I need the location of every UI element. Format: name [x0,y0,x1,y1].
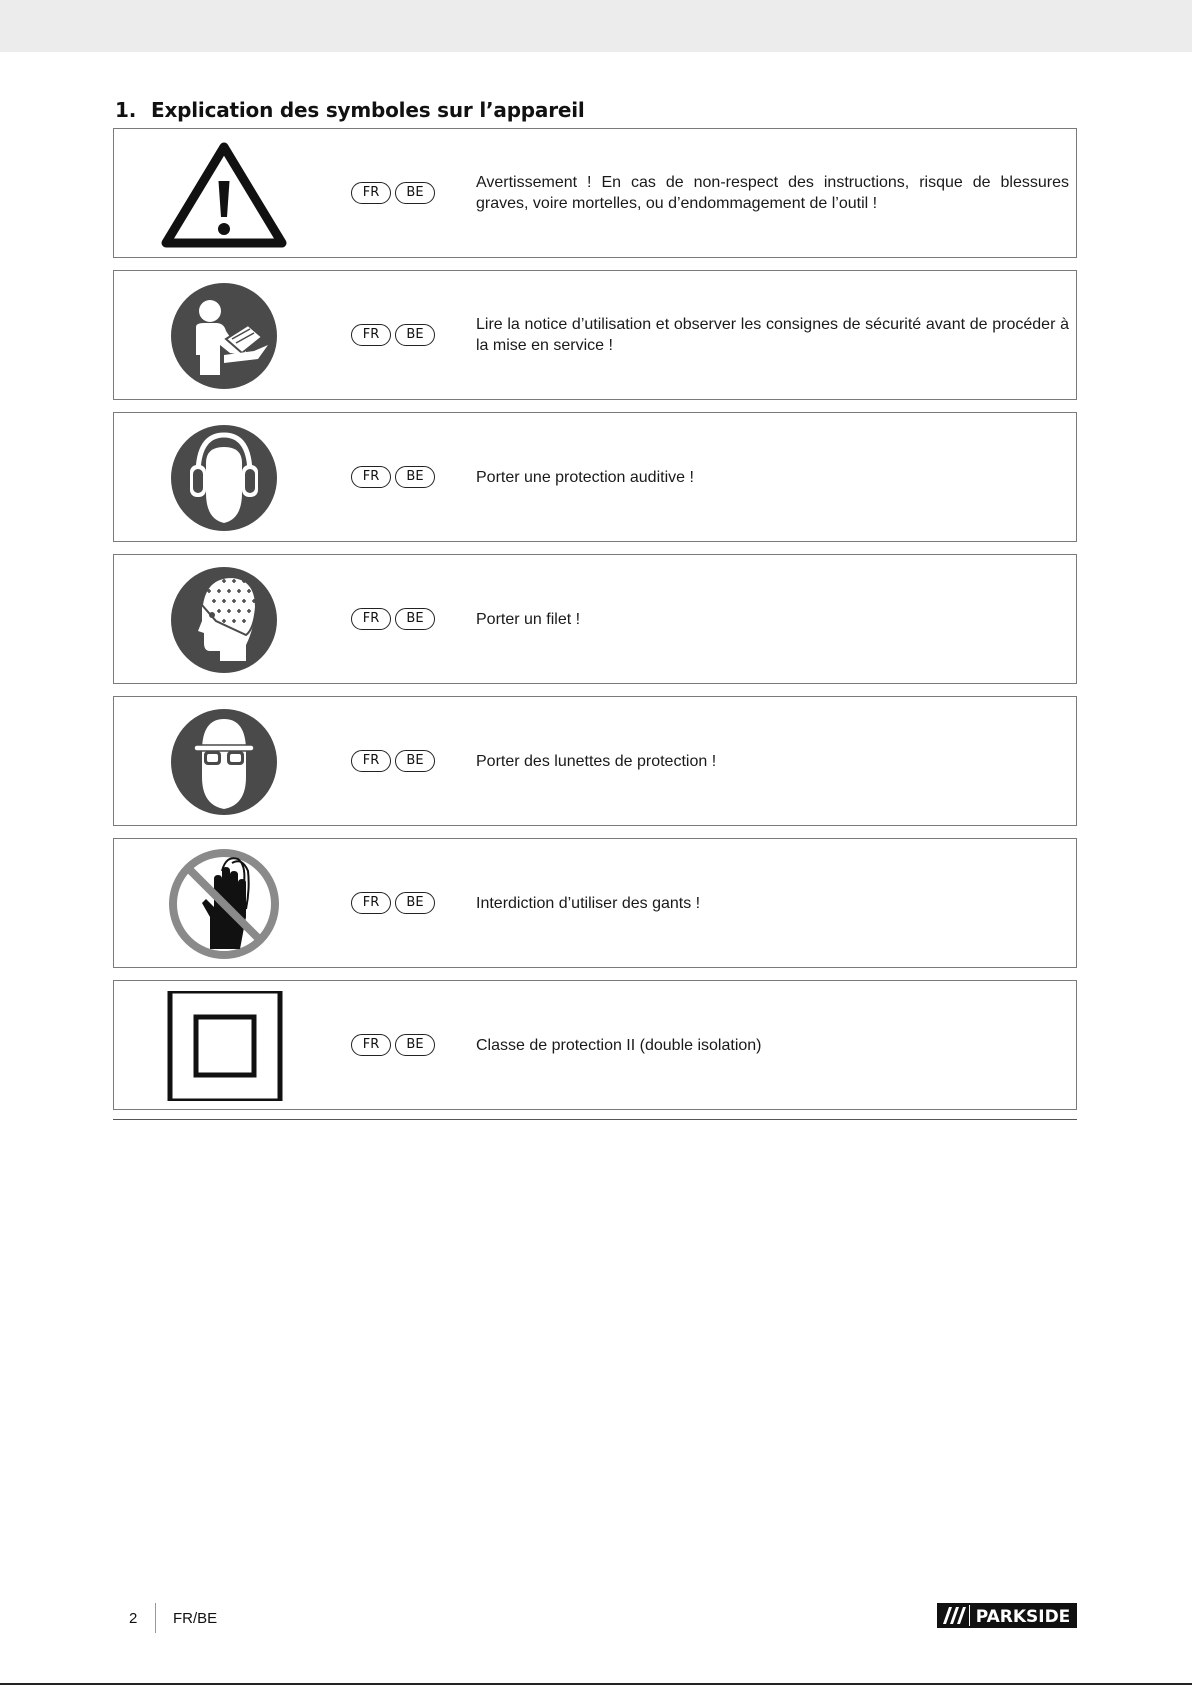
symbol-description-text: Porter une protection auditive ! [476,468,694,486]
symbol-description [476,981,1069,1109]
protection-class-ii-icon [154,991,294,1101]
symbol-row-safety-goggles [113,696,1077,826]
symbol-description [476,839,1069,967]
lang-badge-fr: FR [351,324,391,346]
lang-badge-be: BE [395,892,435,914]
symbol-description [476,129,1069,257]
lang-badge-be: BE [395,1034,435,1056]
language-badges [351,1034,435,1056]
warning-triangle-icon [154,139,294,249]
parkside-logo [937,1603,1077,1628]
symbol-row-protection-class [113,980,1077,1110]
table-end-rule [113,1119,1077,1120]
symbol-row-warning [113,128,1077,258]
symbol-description-text: Porter des lunettes de protection ! [476,752,717,770]
lang-badge-fr: FR [351,892,391,914]
lang-badge-fr: FR [351,750,391,772]
section-title: Explication des symboles sur l’appareil [151,98,585,122]
page-top-band [0,0,1192,52]
symbol-description-text: Porter un filet ! [476,610,581,628]
lang-badge-be: BE [395,750,435,772]
language-badges [351,324,435,346]
symbol-description-text: Classe de protection II (double isolation) [476,1036,762,1054]
symbol-description-text: Interdiction d’utiliser des gants ! [476,894,701,912]
safety-goggles-icon [154,707,294,817]
language-badges [351,182,435,204]
symbol-description [476,271,1069,399]
lang-badge-be: BE [395,608,435,630]
page-number: 2 [129,1610,138,1627]
symbol-row-no-gloves [113,838,1077,968]
hairnet-icon [154,565,294,675]
lang-badge-be: BE [395,466,435,488]
language-badges [351,750,435,772]
lang-badge-fr: FR [351,182,391,204]
lang-badge-be: BE [395,182,435,204]
lang-badge-fr: FR [351,1034,391,1056]
ear-protection-icon [154,423,294,533]
read-manual-icon [154,281,294,391]
language-badges [351,466,435,488]
symbol-description [476,555,1069,683]
section-heading [115,98,585,122]
symbol-description [476,413,1069,541]
footer-divider [155,1603,156,1633]
symbol-row-read-manual [113,270,1077,400]
brand-wordmark: PARKSIDE [975,1607,1071,1627]
symbol-description [476,697,1069,825]
symbol-description-text: Lire la notice d’utilisation et observer les consignes de sécurité avant de procéder à la mise en service ! [476,316,1069,354]
symbol-row-ear-protection [113,412,1077,542]
symbol-description-text: Avertissement ! En cas de non-respect des instructions, risque de blessures graves, voire mortelles, ou d’endommagement de l’outil ! [476,174,1069,212]
no-gloves-icon [154,849,294,959]
lang-badge-be: BE [395,324,435,346]
lang-badge-fr: FR [351,608,391,630]
footer-language: FR/BE [173,1610,218,1627]
section-number: 1. [115,98,137,122]
language-badges [351,608,435,630]
symbol-row-hairnet [113,554,1077,684]
lang-badge-fr: FR [351,466,391,488]
language-badges [351,892,435,914]
